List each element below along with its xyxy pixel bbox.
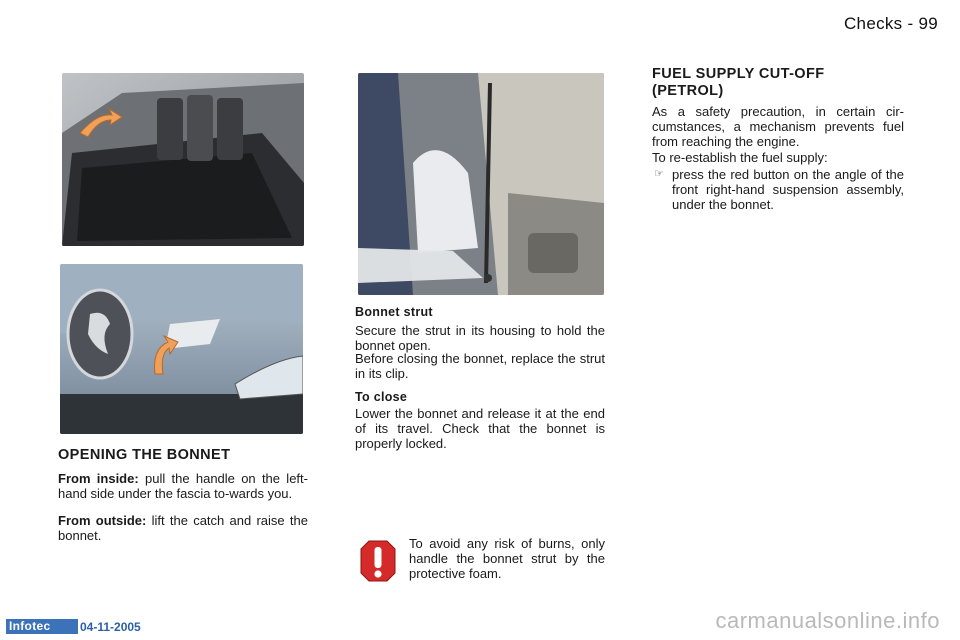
fuel-cutoff-bullet-text: press the red button on the angle of the front right-hand suspension assembly, under the bonnet.: [672, 167, 904, 212]
fuel-cutoff-paragraph-2: To re-establish the fuel supply:: [652, 150, 828, 165]
from-inside-text: pull the handle on the left-hand side under the fascia to-wards you.: [58, 471, 308, 501]
fuel-cutoff-paragraph-1: As a safety precaution, in certain cir-cumstances, a mechanism prevents fuel from reaching the engine.: [652, 104, 904, 149]
warning-icon: [359, 539, 397, 583]
from-outside-text: lift the catch and raise the bonnet.: [58, 513, 308, 543]
interior-handle-photo: [62, 73, 304, 246]
opening-bonnet-heading: OPENING THE BONNET: [58, 447, 231, 463]
from-inside-paragraph: [58, 471, 308, 501]
footer-date: 04-11-2005: [80, 620, 141, 634]
to-close-paragraph: Lower the bonnet and release it at the end of its travel. Check that the bonnet is properly locked.: [355, 406, 605, 451]
to-close-heading: To close: [355, 390, 408, 404]
strut-paragraph-2: Before closing the bonnet, replace the strut in its clip.: [355, 351, 605, 381]
fuel-cutoff-heading: FUEL SUPPLY CUT-OFF (PETROL): [652, 66, 825, 99]
warning-text: To avoid any risk of burns, only handle the bonnet strut by the protective foam.: [409, 536, 605, 581]
pointing-hand-icon: ☞: [654, 168, 664, 180]
fuel-cutoff-bullet: [652, 167, 904, 212]
from-outside-label: From outside:: [58, 513, 147, 528]
page-header: Checks - 99: [843, 14, 938, 33]
from-inside-label: From inside:: [58, 471, 139, 486]
bonnet-strut-photo: [358, 73, 604, 295]
bonnet-catch-photo: [60, 264, 303, 434]
bonnet-strut-heading: Bonnet strut: [355, 305, 433, 319]
strut-paragraph-1: Secure the strut in its housing to hold the bonnet open.: [355, 323, 605, 353]
from-outside-paragraph: [58, 513, 308, 543]
watermark: carmanualsonline.info: [715, 608, 940, 633]
infotec-logo: Infotec: [6, 619, 78, 634]
